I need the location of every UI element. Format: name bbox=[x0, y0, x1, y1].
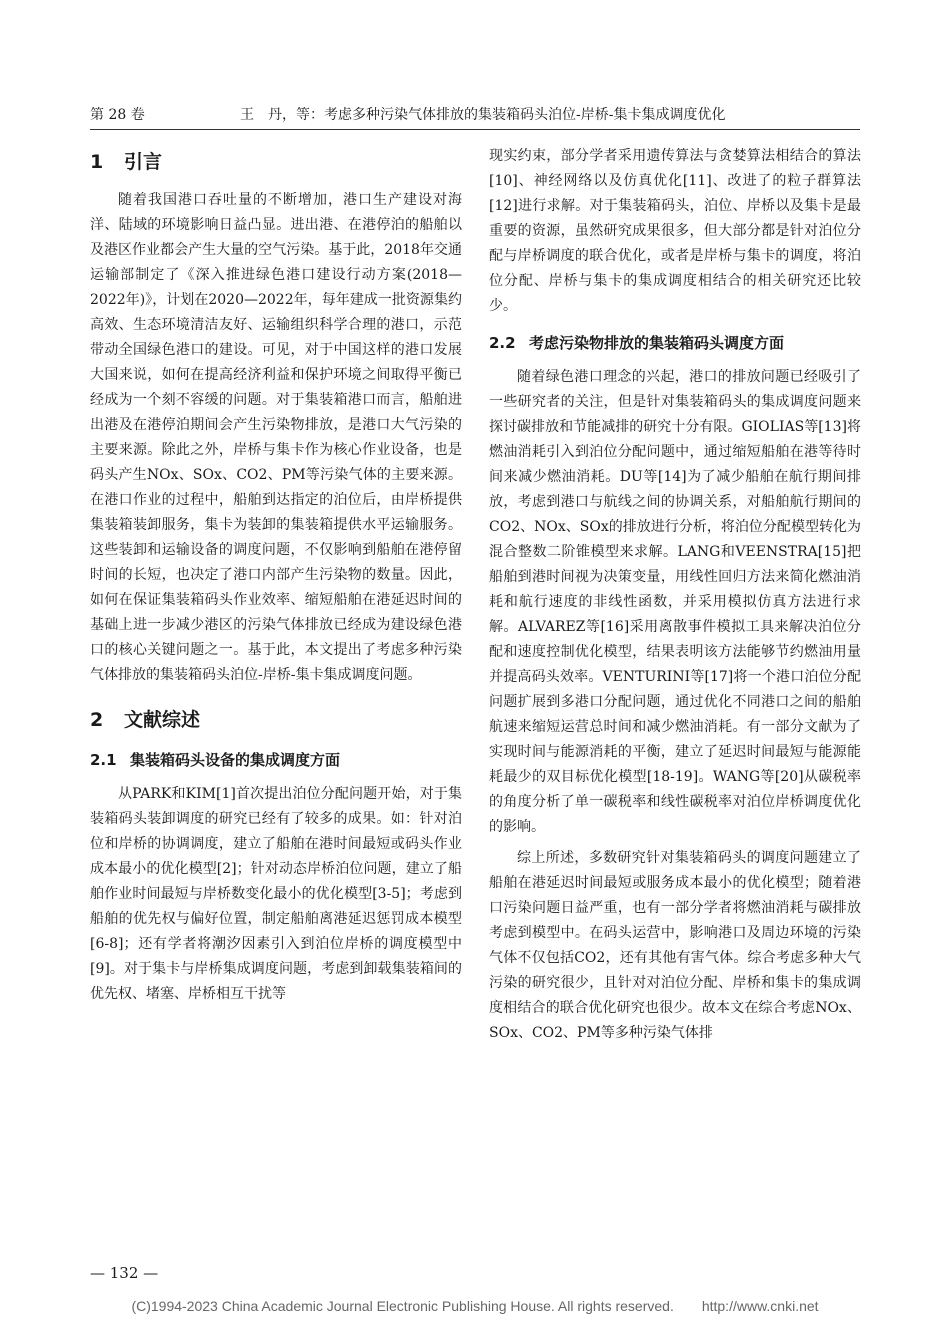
subsection-2-1-title: 集装箱码头设备的集成调度方面 bbox=[130, 751, 341, 769]
subsection-2-2-number: 2.2 bbox=[489, 334, 516, 352]
section-1-number: 1 bbox=[90, 151, 104, 173]
volume-label: 第 28 卷 bbox=[90, 107, 145, 123]
subsection-2-2-title: 考虑污染物排放的集装箱码头调度方面 bbox=[529, 334, 785, 352]
running-header bbox=[90, 104, 860, 126]
introduction-paragraph: 随着我国港口吞吐量的不断增加，港口生产建设对海洋、陆域的环境影响日益凸显。进出港、在港停泊的船舶以及港区作业都会产生大量的空气污染。基于此，2018年交通运输部制定了《深入推进绿色港口建设行动方案(2018—2022年)》，计划在2020—2022年，每年建成一批资源集约高效、生态环境清洁友好、运输组织科学合理的港口，示范带动全国绿色港口的建设。可见，对于中国这样的港口发展大国来说，如何在提高经济利益和保护环境之间取得平衡已经成为一个刻不容缓的问题。对于集装箱港口而言，船舶进出港及在港停泊期间会产生污染物排放，是港口大气污染的主要来源。除此之外，岸桥与集卡作为核心作业设备，也是码头产生NOx、SOx、CO2、PM等污染气体的主要来源。在港口作业的过程中，船舶到达指定的泊位后，由岸桥提供集装箱装卸服务，集卡为装卸的集装箱提供水平运输服务。这些装卸和运输设备的调度问题，不仅影响到船舶在港停留时间的长短，也决定了港口内部产生污染物的数量。因此，如何在保证集装箱码头作业效率、缩短船舶在港延迟时间的基础上进一步减少港区的污染气体排放已经成为建设绿色港口的核心关键问题之一。基于此，本文提出了考虑多种污染气体排放的集装箱码头泊位-岸桥-集卡集成调度问题。 bbox=[90, 192, 462, 683]
subsection-2-1-paragraph: 从PARK和KIM[1]首次提出泊位分配问题开始，对于集装箱码头装卸调度的研究已经有了较多的成果。如：针对泊位和岸桥的协调调度，建立了船舶在港时间最短或码头作业成本最小的优化模型[2]；针对动态岸桥泊位问题，建立了船舶作业时间最短与岸桥数变化最小的优化模型[3-5]；考虑到船舶的优先权与偏好位置，制定船舶离港延迟惩罚成本模型[6-8]；还有学者将潮汐因素引入到泊位岸桥的调度模型中[9]。对于集卡与岸桥集成调度问题，考虑到卸载集装箱间的优先权、堵塞、岸桥相互干扰等 bbox=[90, 786, 462, 1002]
page-number: — 132 — bbox=[90, 1264, 159, 1282]
left-column bbox=[90, 144, 462, 1264]
subsection-2-2-heading bbox=[489, 331, 861, 355]
running-title: 王 丹，等：考虑多种污染气体排放的集装箱码头泊位-岸桥-集卡集成调度优化 bbox=[240, 107, 726, 123]
subsection-2-2-paragraph-2: 综上所述，多数研究针对集装箱码头的调度问题建立了船舶在港延迟时间最短或服务成本最小的优化模型；随着港口污染问题日益严重，也有一部分学者将燃油消耗与碳排放考虑到模型中。在码头运营中，影响港口及周边环境的污染气体不仅包括CO2，还有其他有害气体。综合考虑多种大气污染的研究很少，且针对对泊位分配、岸桥和集卡的集成调度相结合的联合优化研究也很少。故本文在综合考虑NOx、SOx、CO2、PM等多种污染气体排 bbox=[489, 850, 861, 1041]
section-2-title: 文献综述 bbox=[124, 709, 201, 731]
section-1-heading bbox=[90, 148, 462, 176]
continued-paragraph: 现实约束，部分学者采用遗传算法与贪婪算法相结合的算法[10]、神经网络以及仿真优化[11]、改进了的粒子群算法[12]进行求解。对于集装箱码头，泊位、岸桥以及集卡是最重要的资源，虽然研究成果很多，但大部分都是针对泊位分配与岸桥调度的联合优化，或者是岸桥与集卡的调度，将泊位分配、岸桥与集卡的集成调度相结合的相关研究还比较少。 bbox=[489, 148, 861, 314]
section-2-number: 2 bbox=[90, 709, 104, 731]
section-2-heading bbox=[90, 706, 462, 734]
header-rule bbox=[90, 129, 860, 130]
right-column bbox=[489, 144, 861, 1264]
subsection-2-1-heading bbox=[90, 748, 462, 772]
copyright-notice: (C)1994-2023 China Academic Journal Electronic Publishing House. All rights reserved. http://www.cnki.net bbox=[131, 1298, 819, 1314]
subsection-2-2-paragraph-1: 随着绿色港口理念的兴起，港口的排放问题已经吸引了一些研究者的关注，但是针对集装箱码头的集成调度问题来探讨碳排放和节能减排的研究十分有限。GIOLIAS等[13]将燃油消耗引入到泊位分配问题中，通过缩短船舶在港等待时间来减少燃油消耗。DU等[14]为了减少船舶在航行期间排放，考虑到港口与航线之间的协调关系，对船舶航行期间的CO2、NOx、SOx的排放进行分析，将泊位分配模型转化为混合整数二阶锥模型来求解。LANG和VEENSTRA[15]把船舶到港时间视为决策变量，用线性回归方法来简化燃油消耗和航行速度的非线性函数，并采用模拟仿真方法进行求解。ALVAREZ等[16]采用离散事件模拟工具来解决泊位分配和速度控制优化模型，结果表明该方法能够节约燃油用量并提高码头效率。VENTURINI等[17]将一个港口泊位分配问题扩展到多港口分配问题，通过优化不同港口之间的船舶航速来缩短运营总时间和减少燃油消耗。有一部分文献为了实现时间与能源消耗的平衡，建立了延迟时间最短与能源能耗最少的双目标优化模型[18-19]。WANG等[20]从碳税率的角度分析了单一碳税率和线性碳税率对泊位岸桥调度优化的影响。 bbox=[489, 369, 861, 835]
section-1-title: 引言 bbox=[124, 151, 163, 173]
subsection-2-1-number: 2.1 bbox=[90, 751, 117, 769]
